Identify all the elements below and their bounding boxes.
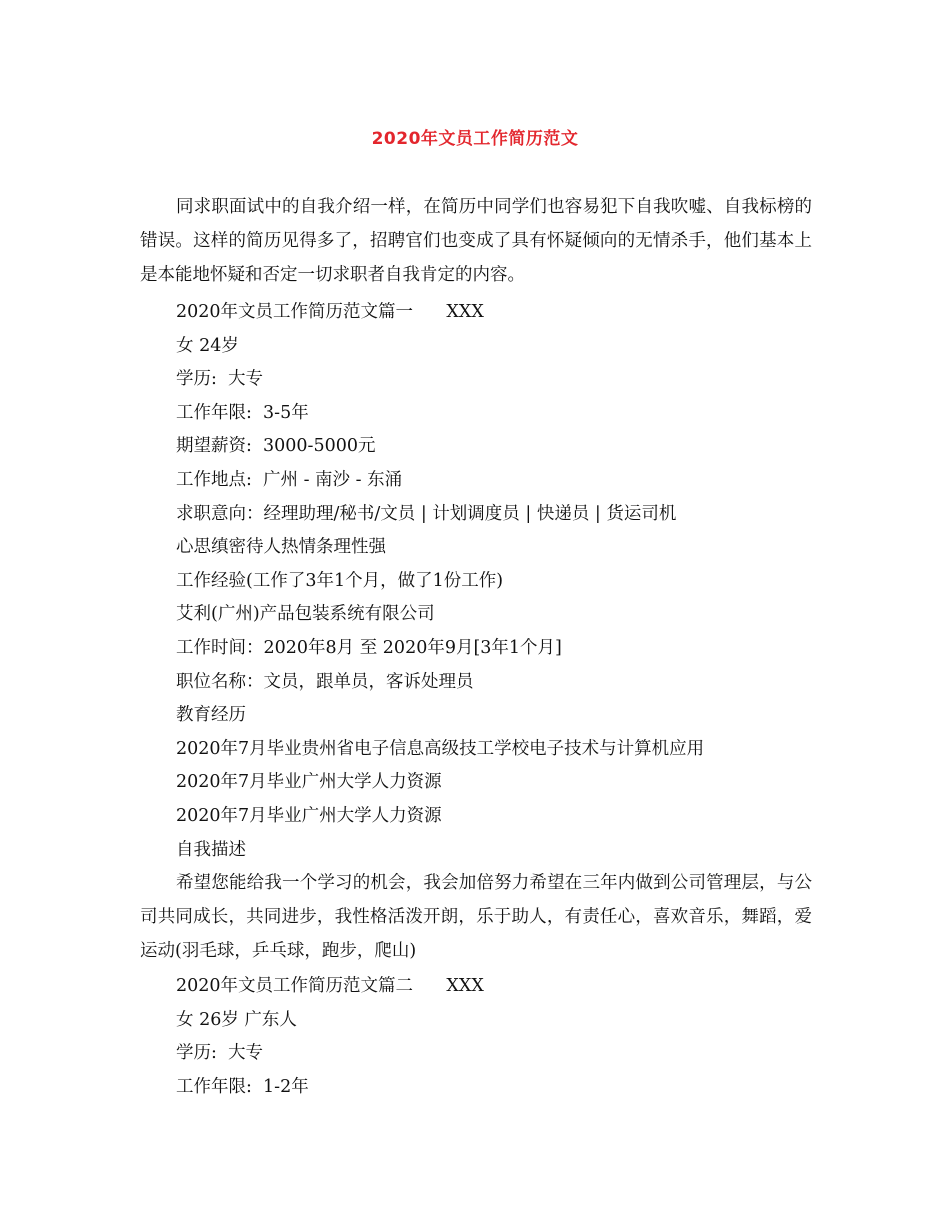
resume-education-entry: 2020年7月毕业广州大学人力资源 bbox=[176, 805, 442, 826]
resume-self-description-heading: 自我描述 bbox=[176, 839, 246, 860]
resume-gender-age: 女 24岁 bbox=[176, 335, 239, 356]
resume-education-entry: 2020年7月毕业贵州省电子信息高级技工学校电子技术与计算机应用 bbox=[176, 738, 705, 759]
resume-location: 工作地点: 广州 - 南沙 - 东涌 bbox=[176, 469, 403, 490]
resume-salary: 期望薪资: 3000-5000元 bbox=[176, 436, 376, 457]
resume-heading: 2020年文员工作简历范文篇一 XXX bbox=[176, 302, 484, 322]
resume-experience-heading: 工作经验(工作了3年1个月，做了1份工作) bbox=[176, 570, 504, 591]
resume-job-intent: 求职意向：经理助理/秘书/文员 | 计划调度员 | 快递员 | 货运司机 bbox=[176, 503, 677, 524]
resume-traits: 心思缜密待人热情条理性强 bbox=[176, 537, 386, 558]
resume-company: 艾利(广州)产品包装系统有限公司 bbox=[176, 604, 435, 625]
intro-paragraph: 同求职面试中的自我介绍一样，在简历中同学们也容易犯下自我吹嘘、自我标榜的错误。这样的简历见得多了，招聘官们也变成了具有怀疑倾向的无情杀手，他们基本上是本能地怀疑和否定一切求职者自我肯定的内容。 bbox=[140, 197, 812, 285]
resume-education: 学历: 大专 bbox=[176, 369, 264, 390]
resume-two-heading: 2020年文员工作简历范文篇二 XXX bbox=[176, 976, 484, 996]
resume-education-heading: 教育经历 bbox=[176, 705, 246, 726]
resume-two-lines bbox=[176, 970, 816, 1104]
resume-position: 职位名称：文员，跟单员，客诉处理员 bbox=[176, 671, 474, 692]
resume-two-gender-age: 女 26岁 广东人 bbox=[176, 1009, 297, 1030]
self-description-paragraph: 希望您能给我一个学习的机会，我会加倍努力希望在三年内做到公司管理层，与公司共同成长，共同进步，我性格活泼开朗，乐于助人，有责任心，喜欢音乐，舞蹈，爱运动(羽毛球，乒乓球，跑步，爬山) bbox=[140, 873, 812, 961]
resume-education-entry: 2020年7月毕业广州大学人力资源 bbox=[176, 772, 442, 793]
resume-work-years: 工作年限: 3-5年 bbox=[176, 402, 309, 423]
resume-two-work-years: 工作年限: 1-2年 bbox=[176, 1076, 309, 1097]
document-title: 2020年文员工作简历范文 bbox=[371, 129, 579, 149]
resume-work-time: 工作时间：2020年8月 至 2020年9月[3年1个月] bbox=[176, 637, 562, 658]
resume-one-lines bbox=[176, 296, 816, 867]
resume-two-education: 学历: 大专 bbox=[176, 1043, 264, 1064]
